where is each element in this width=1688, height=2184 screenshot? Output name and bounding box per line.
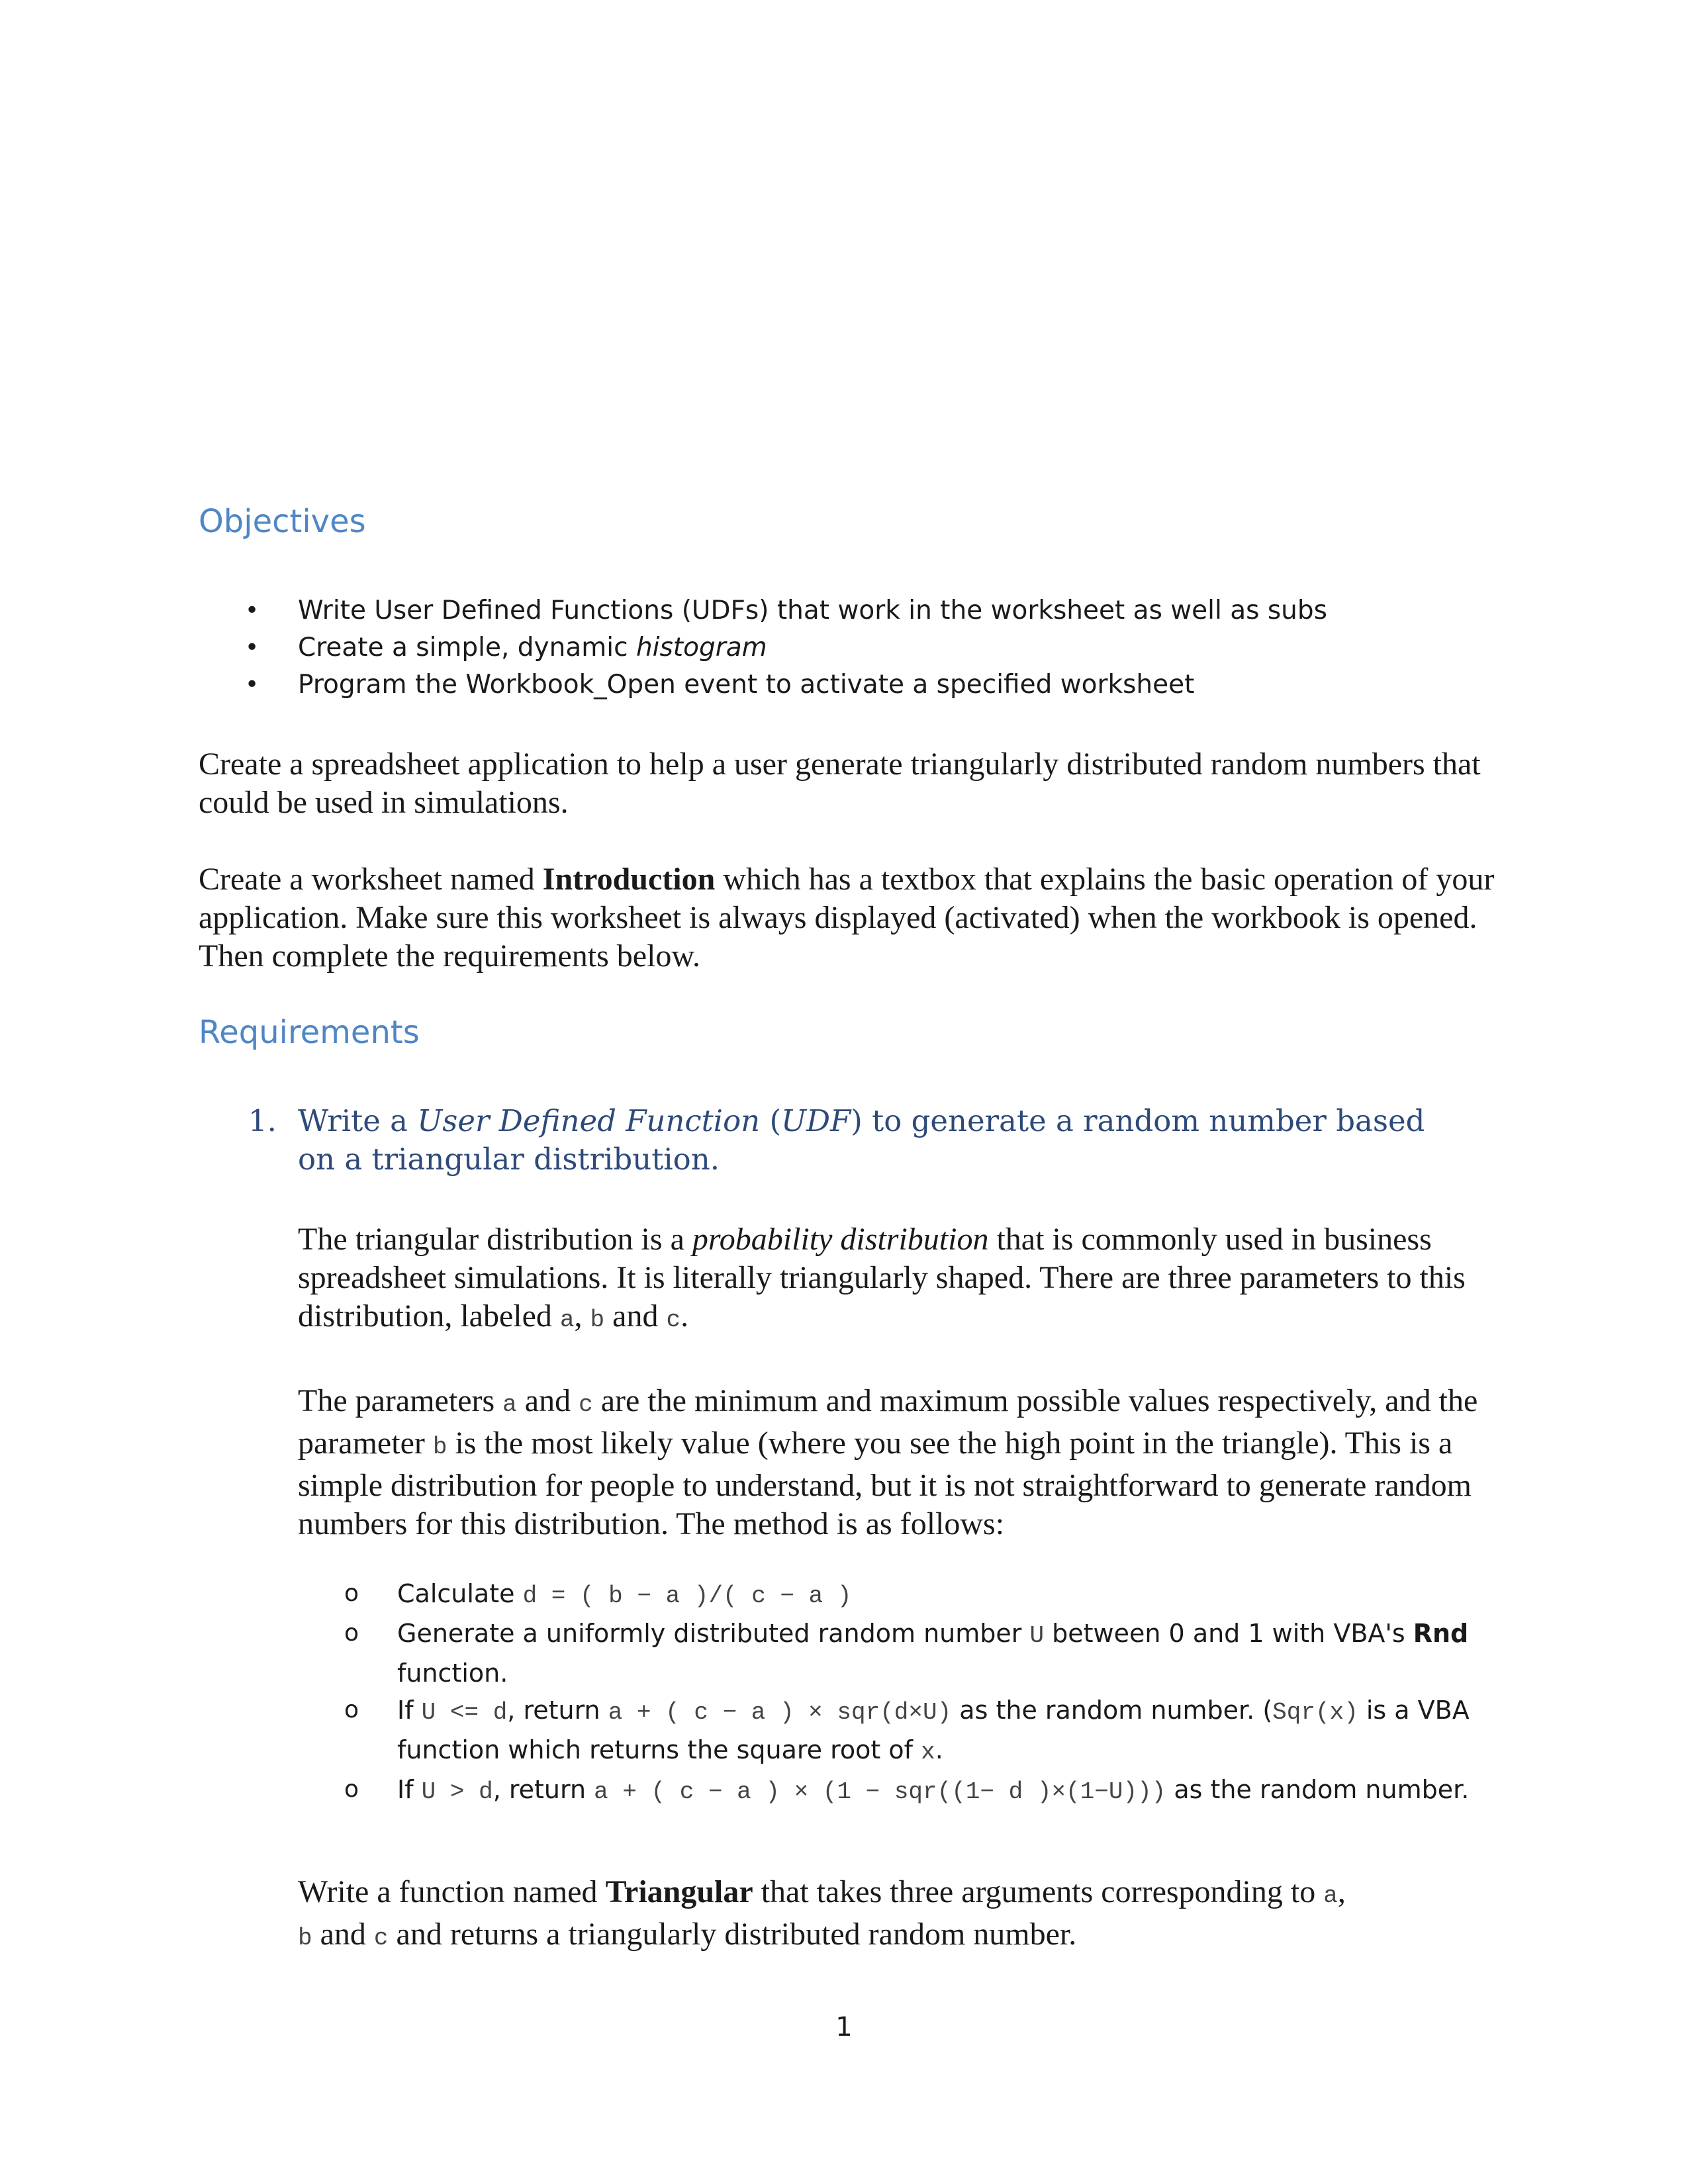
method-steps [344,1575,1509,1811]
list-item: o Generate a uniformly distributed random number U between 0 and 1 with VBA's Rnd function. [344,1615,1509,1692]
objectives-heading: Objectives [199,503,366,540]
intro-paragraph-2: Create a worksheet named Introduction which has a textbox that explains the basic operation of your application. Make sure this worksheet is always displayed (activated) when the workbook is opened. Then complete the requirements below. [199,862,1495,974]
intro-paragraph-1: Create a spreadsheet application to help a user generate triangularly distributed random numbers that could be used in simulations. [199,747,1481,820]
list-item: o Calculate d = ( b − a )/( c − a ) [344,1575,1509,1615]
requirement-number: 1. [248,1103,277,1138]
circle-bullet-icon: o [344,1696,359,1723]
circle-bullet-icon: o [344,1580,359,1607]
bullet-icon: • [245,634,259,661]
requirements-heading: Requirements [199,1014,420,1051]
list-item: • Create a simple, dynamic histogram [245,629,1503,666]
list-item: o If U <= d, return a + ( c − a ) × sqr(d×U) as the random number. (Sqr(x) is a VBA function which returns the square root of x. [344,1692,1509,1771]
bullet-icon: • [245,597,259,624]
parameters-description: The parameters a and c are the minimum and maximum possible values respectively, and the parameter b is the most likely value (where you see the high point in the triangle). This is a simple distribution for people to understand, but it is not straightforward to generate random numbers for this distribution. The method is as follows: [298,1383,1478,1541]
page-number: 1 [835,2012,853,2042]
list-item: • Write User Defined Functions (UDFs) that work in the worksheet as well as subs [245,592,1503,629]
function-instruction: Write a function named Triangular that takes three arguments corresponding to a, b and c and returns a triangularly distributed random number. [298,1874,1346,1952]
circle-bullet-icon: o [344,1776,359,1803]
list-item: o If U > d, return a + ( c − a ) × (1 − sqr((1− d )×(1−U))) as the random number. [344,1771,1509,1811]
requirement-item-1: 1. Write a User Defined Function (UDF) to generate a random number based on a triangular distribution. [248,1103,1425,1177]
circle-bullet-icon: o [344,1619,359,1647]
bullet-icon: • [245,671,259,698]
list-item: • Program the Workbook_Open event to activate a specified worksheet [245,666,1503,704]
objectives-list [245,592,1503,704]
triangular-description: The triangular distribution is a probability distribution that is commonly used in business spreadsheet simulations. It is literally triangularly shaped. There are three parameters to this distribution, labeled a, b and c. [298,1222,1466,1334]
